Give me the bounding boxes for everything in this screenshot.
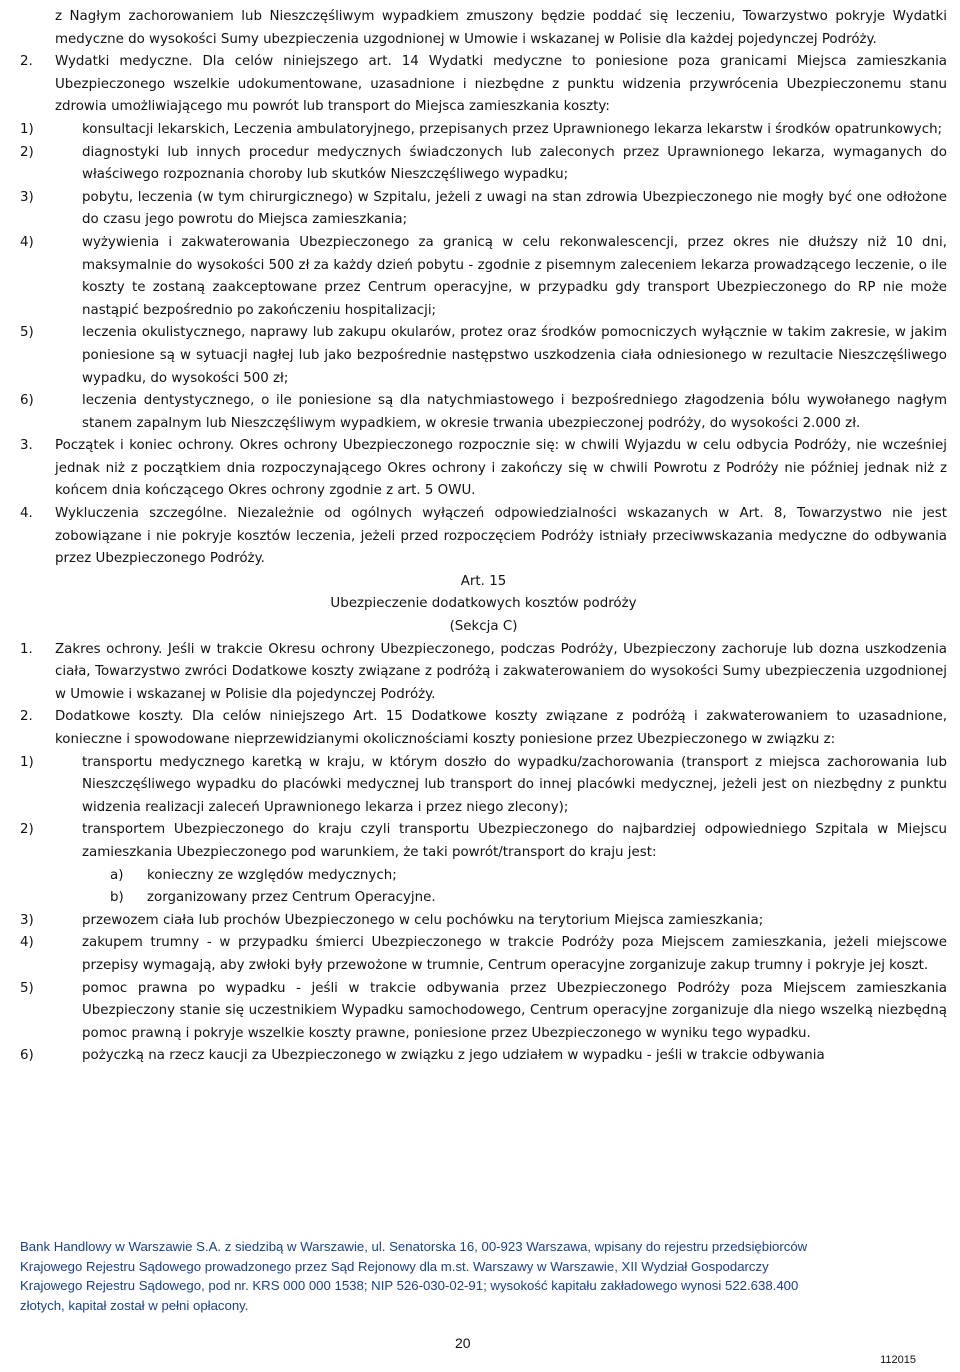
list-item: [20, 910, 947, 933]
section-number: 2.: [20, 709, 33, 725]
item-number: 6): [20, 393, 34, 409]
section-text: Wydatki medyczne. Dla celów niniejszego art. 14 Wydatki medyczne to poniesione poza granicami Miejsca zamieszkania Ubezpieczonego wszelkie udokumentowane, uzasadnione i niezbędne z punktu widzenia przywrócenia Ubezpieczonemu stanu zdrowia umożliwiającego mu powrót lub transport do Miejsca zamieszkania koszty:: [55, 54, 947, 115]
page-footer: [20, 1237, 940, 1315]
section-text: Początek i koniec ochrony. Okres ochrony Ubezpieczonego rozpocznie się: w chwili Wyjazdu w celu odbycia Podróży, nie wcześniej jednak niż z początkiem dnia rozpoczynającego Okres ochrony i zakończy się w chwili Powrotu z Podróży nie później jednak niż z końcem dnia kończącego Okres ochrony zgodnie z art. 5 OWU.: [55, 438, 947, 499]
footer-line: Krajowego Rejestru Sądowego prowadzonego przez Sąd Rejonowy dla m.st. Warszawy w Warszawie, XII Wydział Gospodarczy: [20, 1258, 769, 1274]
section-text: Wykluczenia szczególne. Niezależnie od ogólnych wyłączeń odpowiedzialności wskazanych w Art. 8, Towarzystwo nie jest zobowiązane i nie pokryje kosztów leczenia, jeżeli przed rozpoczęciem Podróży istniały przeciwwskazania medyczne do odbywania przez Ubezpieczonego Podróży.: [55, 506, 947, 567]
list-item: [20, 232, 947, 322]
item-number: 2): [20, 822, 34, 838]
sub-item-letter: a): [110, 867, 124, 883]
footer-line: Bank Handlowy w Warszawie S.A. z siedzibą w Warszawie, ul. Senatorska 16, 00-923 Warszawa, wpisany do rejestru przedsiębiorców: [20, 1239, 808, 1254]
item-number: 4): [20, 935, 34, 951]
item-text: pobytu, leczenia (w tym chirurgicznego) w Szpitalu, jeżeli z uwagi na stan zdrowia Ubezpieczonego nie mogły być one odłożone do czasu jego powrotu do Miejsca zamieszkania;: [82, 189, 947, 228]
item-number: 4): [20, 234, 34, 250]
article-15-point-2: [20, 706, 947, 751]
sub-list-item: [20, 865, 947, 888]
sub-item-letter: b): [110, 890, 124, 906]
list-item: [20, 932, 947, 977]
section-4: [20, 503, 947, 571]
item-number: 2): [20, 144, 34, 160]
item-number: 1): [20, 754, 34, 770]
item-number: 5): [20, 325, 34, 341]
intro-paragraph: z Nagłym zachorowaniem lub Nieszczęśliwym wypadkiem zmuszony będzie poddać się leczeniu, Towarzystwo pokryje Wydatki medyczne do wysokości Sumy ubezpieczenia uzgodnionej w Umowie i wskazanej w Polisie dla każdej pojedynczej Podróży.: [55, 9, 947, 47]
section-text: Zakres ochrony. Jeśli w trakcie Okresu ochrony Ubezpieczonego, podczas Podróży, Ubezpieczony zachoruje lub dozna uszkodzenia ciała, Towarzystwo zwróci Dodatkowe koszty związane z podróżą i zakwaterowaniem do wysokości Sumy ubezpieczenia uzgodnionej w Umowie i wskazanej w Polisie dla pojedynczej Podróży.: [55, 641, 947, 702]
document-code: 112015: [880, 1354, 916, 1366]
section-number: 2.: [20, 54, 33, 70]
article-section: (Sekcja C): [449, 619, 518, 635]
list-item: [20, 187, 947, 232]
item-number: 3): [20, 189, 34, 205]
item-number: 5): [20, 980, 34, 996]
item-text: transportem Ubezpieczonego do kraju czyli transportu Ubezpieczonego do najbardziej odpowiedniego Szpitala w Miejscu zamieszkania Ubezpieczonego pod warunkiem, że taki powrót/transport do kraju jest:: [82, 822, 947, 860]
item-number: 6): [20, 1048, 34, 1064]
list-item: [20, 752, 947, 820]
item-text: leczenia okulistycznego, naprawy lub zakupu okularów, protez oraz środków pomocniczych wyłącznie w takim zakresie, w jakim poniesione są w sytuacji nagłej lub jako bezpośrednie następstwo uszkodzenia ciała odniesionego w rezultacie Nieszczęśliwego wypadku, do wysokości 500 zł;: [82, 325, 947, 386]
document-body: [20, 6, 947, 1068]
list-item: [20, 978, 947, 1046]
section-number: 1.: [20, 641, 33, 657]
item-text: diagnostyki lub innych procedur medycznych świadczonych lub zaleconych przez Uprawnionego lekarza, wymaganych do właściwego rozpoznania choroby lub skutków Nieszczęśliwego wypadku;: [82, 144, 947, 183]
list-item: [20, 390, 947, 435]
item-text: przewozem ciała lub prochów Ubezpieczonego w celu pochówku na terytorium Miejsca zamieszkania;: [82, 912, 764, 928]
item-text: leczenia dentystycznego, o ile poniesione są dla natychmiastowego i bezpośredniego złagodzenia bólu wywołanego nagłym stanem zapalnym lub Nieszczęśliwym wypadkiem, w okresie trwania ubezpieczonej podróży, do wysokości 2.000 zł.: [82, 393, 947, 431]
list-item: [20, 1045, 947, 1068]
footer-line: Krajowego Rejestru Sądowego, pod nr. KRS 000 000 1538; NIP 526-030-02-91; wysokość kapitału zakładowego wynosi 522.638.400: [20, 1278, 799, 1294]
item-text: pożyczką na rzecz kaucji za Ubezpieczonego w związku z jego udziałem w wypadku - jeśli w trakcie odbywania: [82, 1048, 825, 1064]
sub-item-text: zorganizowany przez Centrum Operacyjne.: [147, 890, 436, 906]
item-text: wyżywienia i zakwaterowania Ubezpieczonego za granicą w celu rekonwalescencji, przez okres nie dłuższy niż 10 dni, maksymalnie do wysokości 500 zł za każdy dzień pobytu - zgodnie z pisemnym zaleceniem lekarza prowadzącego leczenie, o ile koszty te zostaną zaakceptowane przez Centrum operacyjne, w przypadku gdy transport Ubezpieczonego do RP nie może nastąpić bezpośrednio po zakończeniu hospitalizacji;: [82, 234, 947, 318]
item-text: transportu medycznego karetką w kraju, w którym doszło do wypadku/zachorowania (transport z miejsca zachorowania lub Nieszczęśliwego wypadku do placówki medycznej lub transport do innej placówki medycznej, jeżeli jest on niezbędny z punktu widzenia realizacji zaleceń Uprawnionego lekarza i przez niego zlecony);: [82, 754, 947, 815]
list-item: [20, 322, 947, 390]
section-number: 4.: [20, 506, 33, 522]
section-2: [20, 51, 947, 119]
sub-item-text: konieczny ze względów medycznych;: [147, 867, 397, 883]
item-text: pomoc prawna po wypadku - jeśli w trakcie odbywania przez Ubezpieczonego Podróży poza Miejscem zamieszkania Ubezpieczony stanie się uczestnikiem Wypadku samochodowego, Centrum operacyjne zorganizuje dla niego wszelką niezbędną pomoc prawną i pokryje wszelkie koszty prawne, poniesione przez Ubezpieczonego w wyniku tego wypadku.: [82, 980, 947, 1041]
list-item: [20, 119, 947, 142]
sub-list-item: [20, 887, 947, 910]
article-number: Art. 15: [460, 573, 507, 589]
item-number: 3): [20, 912, 34, 928]
list-item: [20, 819, 947, 864]
footer-line: złotych, kapitał został w pełni opłacony.: [20, 1297, 249, 1313]
section-3: [20, 435, 947, 503]
section-number: 3.: [20, 438, 33, 454]
article-title: Ubezpieczenie dodatkowych kosztów podróży: [330, 596, 637, 612]
item-text: konsultacji lekarskich, Leczenia ambulatoryjnego, przepisanych przez Uprawnionego lekarza lekarstw i środków opatrunkowych;: [82, 121, 943, 137]
section-text: Dodatkowe koszty. Dla celów niniejszego Art. 15 Dodatkowe koszty związane z podróżą i zakwaterowaniem to uzasadnione, konieczne i spowodowane nieprzewidzianymi okolicznościami koszty poniesione przez Ubezpieczonego w związku z:: [55, 709, 947, 747]
item-number: 1): [20, 121, 34, 137]
page-number: 20: [455, 1335, 471, 1351]
item-text: zakupem trumny - w przypadku śmierci Ubezpieczonego w trakcie Podróży poza Miejscem zamieszkania, jeżeli miejscowe przepisy wymagają, aby zwłoki były przewożone w trumnie, Centrum operacyjne zorganizuje zakup trumny i pokryje jej koszt.: [82, 935, 947, 973]
list-item: [20, 142, 947, 187]
article-15-point-1: [20, 639, 947, 707]
